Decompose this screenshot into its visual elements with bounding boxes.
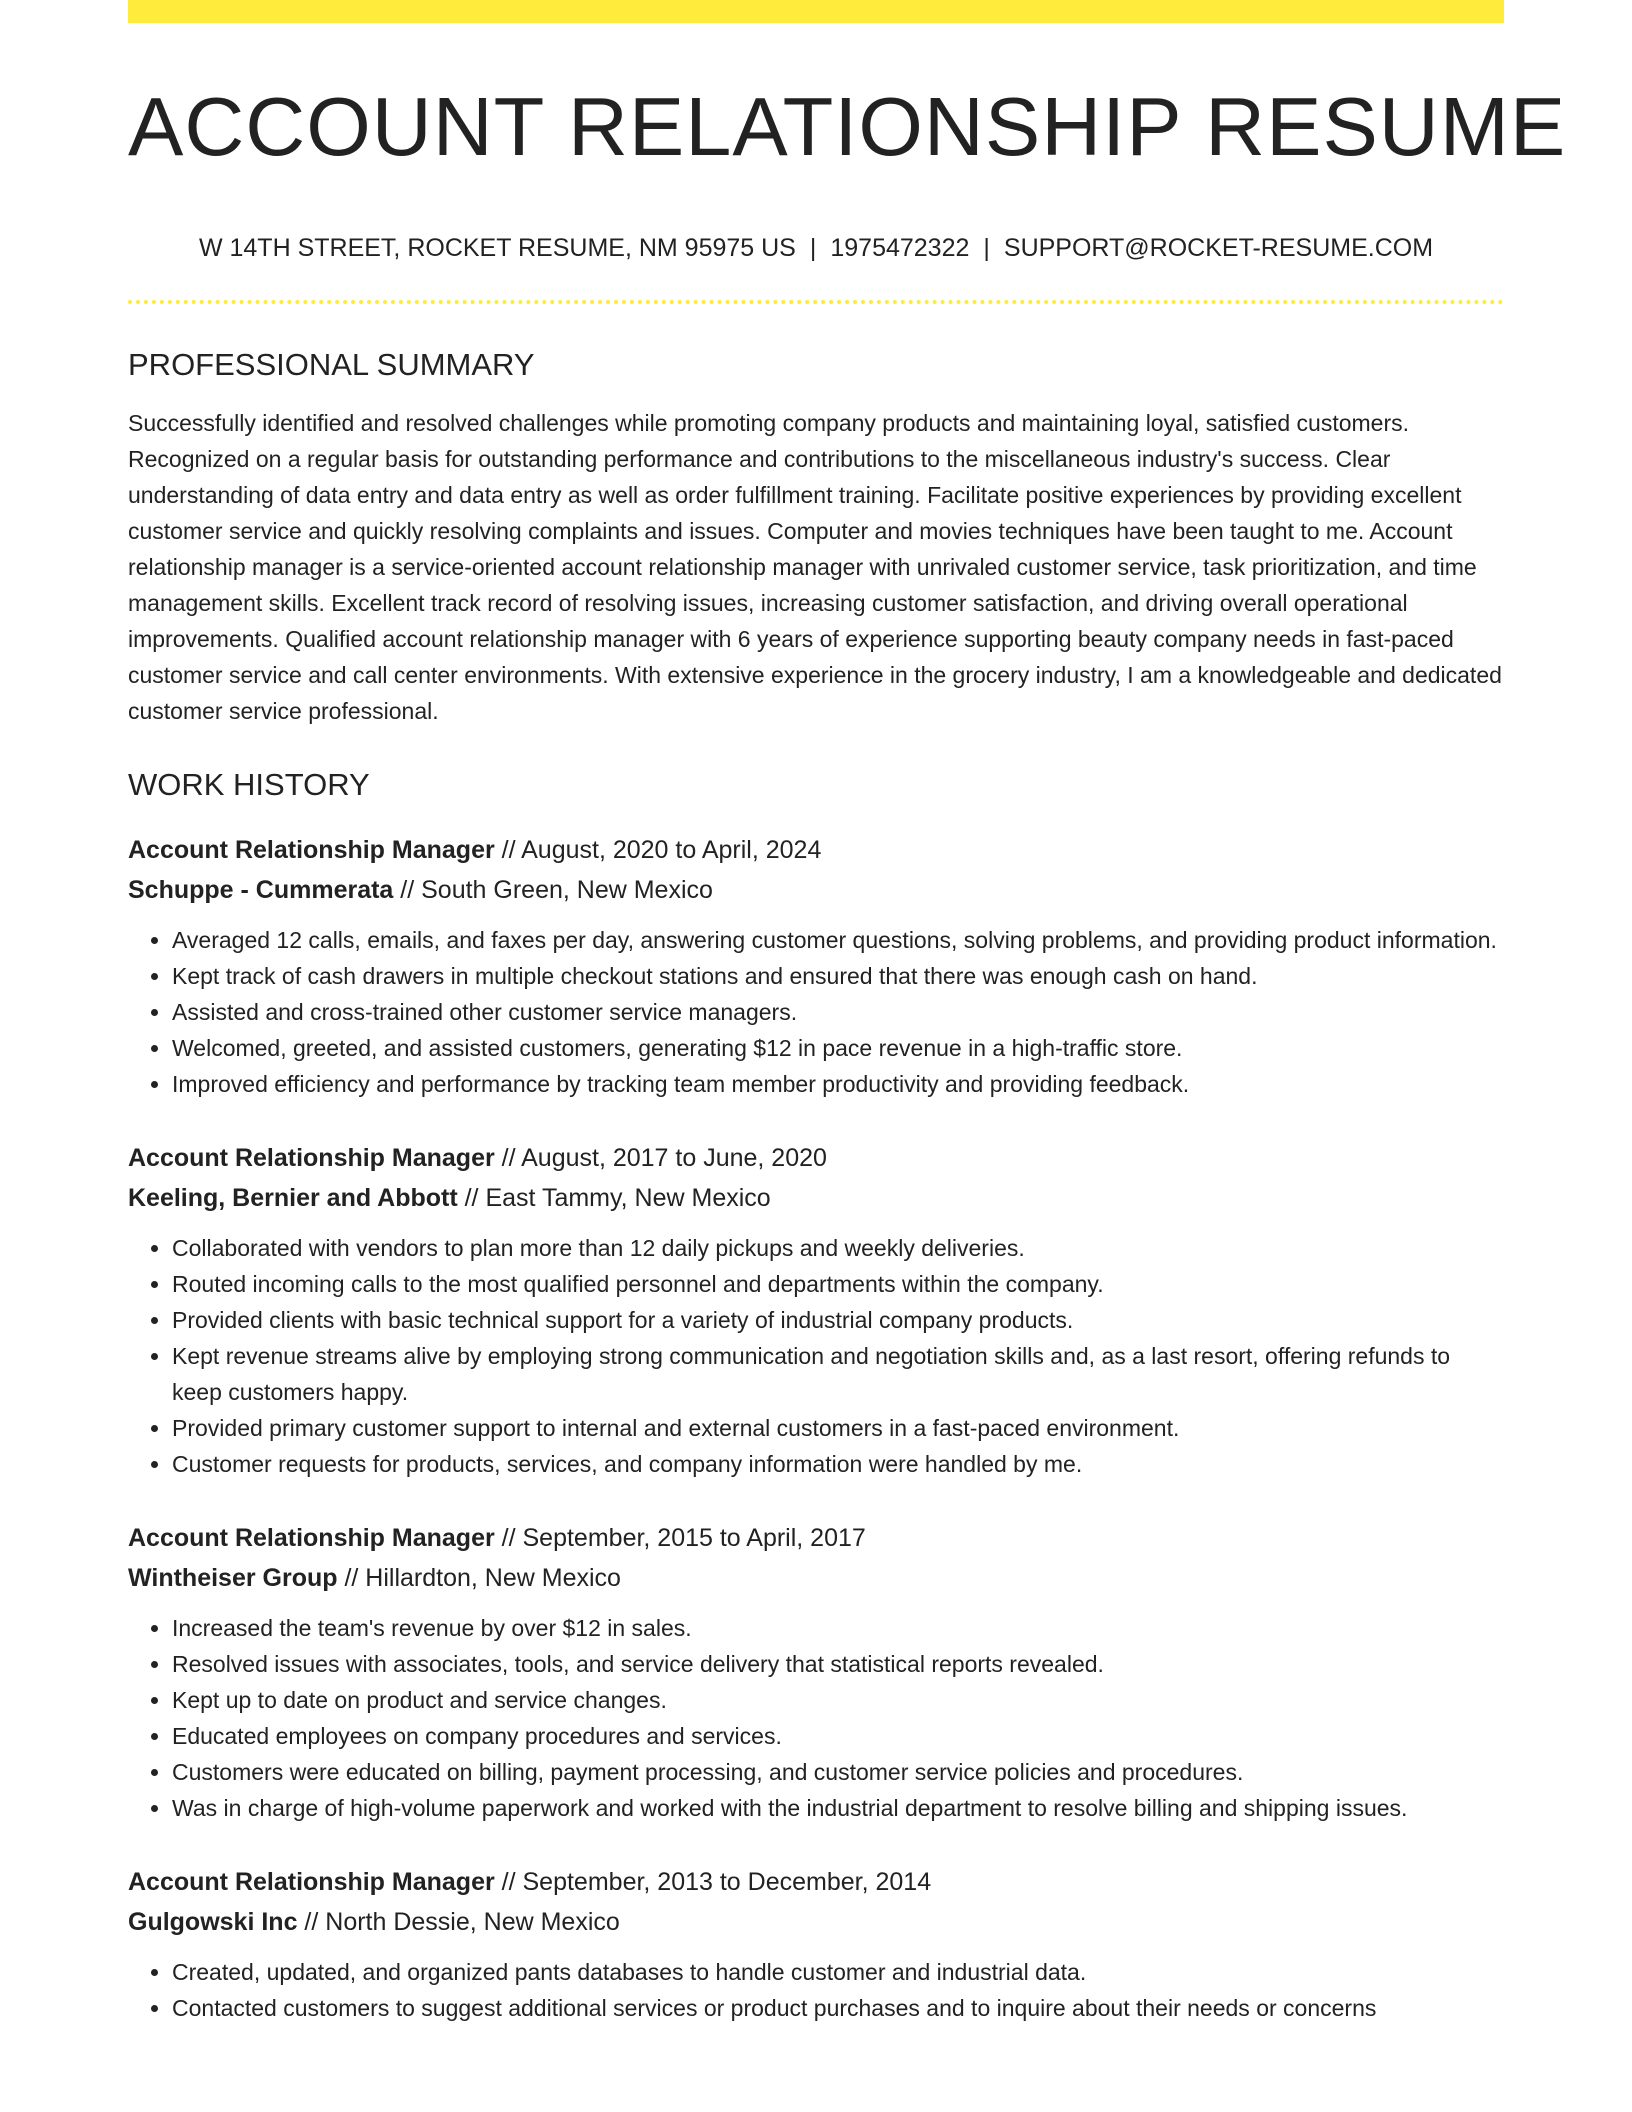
job-location: // North Dessie, New Mexico: [297, 1908, 620, 1936]
job-company: Wintheiser Group: [128, 1564, 338, 1592]
job-bullet: • Kept track of cash drawers in multiple checkout stations and ensured that there was enough cash on hand.: [172, 958, 1504, 994]
job-company-line: [128, 1178, 1504, 1218]
job-entry: [128, 1862, 1504, 2026]
job-dates: // September, 2015 to April, 2017: [494, 1524, 866, 1552]
job-company: Gulgowski Inc: [128, 1908, 298, 1936]
job-bullets: [128, 1954, 1504, 2026]
job-bullet: • Assisted and cross-trained other customer service managers.: [172, 994, 1504, 1030]
job-bullet: • Welcomed, greeted, and assisted customers, generating $12 in pace revenue in a high-traffic store.: [172, 1030, 1504, 1066]
job-bullet: • Provided clients with basic technical support for a variety of industrial company products.: [172, 1302, 1504, 1338]
job-entry: [128, 1138, 1504, 1482]
job-dates: // September, 2013 to December, 2014: [494, 1868, 932, 1896]
job-bullet: • Created, updated, and organized pants databases to handle customer and industrial data.: [172, 1954, 1504, 1990]
job-bullet: • Contacted customers to suggest additional services or product purchases and to inquire about their needs or concerns: [172, 1990, 1504, 2026]
job-role: Account Relationship Manager: [128, 1868, 495, 1896]
summary-heading: PROFESSIONAL SUMMARY: [128, 347, 535, 382]
work-history-heading: WORK HISTORY: [128, 767, 370, 802]
address-text: W 14TH STREET, ROCKET RESUME, NM 95975 US: [198, 234, 796, 262]
job-title-line: [128, 1518, 1504, 1558]
job-role: Account Relationship Manager: [128, 836, 495, 864]
job-bullet: • Resolved issues with associates, tools, and service delivery that statistical reports revealed.: [172, 1646, 1504, 1682]
job-bullet: • Provided primary customer support to internal and external customers in a fast-paced environment.: [172, 1410, 1504, 1446]
job-company: Schuppe - Cummerata: [128, 876, 394, 904]
job-entry: [128, 1518, 1504, 1826]
accent-top-bar: [128, 0, 1504, 23]
job-bullet: • Kept up to date on product and service changes.: [172, 1682, 1504, 1718]
job-bullets: [128, 1230, 1504, 1482]
job-title-line: [128, 1138, 1504, 1178]
job-bullet: • Routed incoming calls to the most qualified personnel and departments within the company.: [172, 1266, 1504, 1302]
job-bullet: • Was in charge of high-volume paperwork and worked with the industrial department to resolve billing and shipping issues.: [172, 1790, 1504, 1826]
job-bullet: • Averaged 12 calls, emails, and faxes per day, answering customer questions, solving problems, and providing product information.: [172, 922, 1504, 958]
job-title-line: [128, 830, 1504, 870]
job-bullet: • Educated employees on company procedures and services.: [172, 1718, 1504, 1754]
job-role: Account Relationship Manager: [128, 1524, 495, 1552]
job-title-line: [128, 1862, 1504, 1902]
job-company-line: [128, 1558, 1504, 1598]
email-link[interactable]: SUPPORT@ROCKET-RESUME.COM: [1003, 234, 1434, 262]
dotted-divider: [128, 300, 1504, 304]
contact-separator: |: [983, 234, 990, 262]
job-bullet: • Improved efficiency and performance by tracking team member productivity and providing feedback.: [172, 1066, 1504, 1102]
job-dates: // August, 2020 to April, 2024: [494, 836, 822, 864]
phone-text: 1975472322: [830, 234, 970, 262]
job-location: // South Green, New Mexico: [393, 876, 713, 904]
job-bullets: [128, 922, 1504, 1102]
job-location: // East Tammy, New Mexico: [457, 1184, 771, 1212]
job-bullet: • Increased the team's revenue by over $12 in sales.: [172, 1610, 1504, 1646]
job-bullet: • Kept revenue streams alive by employing strong communication and negotiation skills and, as a last resort, offering refunds to keep customers happy.: [172, 1338, 1504, 1410]
job-role: Account Relationship Manager: [128, 1144, 495, 1172]
summary-text: Successfully identified and resolved challenges while promoting company products and maintaining loyal, satisfied customers. Recognized on a regular basis for outstanding performance and contributions to the miscellaneous industry's success. Clear understanding of data entry and data entry as well as order fulfillment training. Facilitate positive experiences by providing excellent customer service and quickly resolving complaints and issues. Computer and movies techniques have been taught to me. Account relationship manager is a service-oriented account relationship manager with unrivaled customer service, task prioritization, and time management skills. Excellent track record of resolving issues, increasing customer satisfaction, and driving overall operational improvements. Qualified account relationship manager with 6 years of experience supporting beauty company needs in fast-paced customer service and call center environments. With extensive experience in the grocery industry, I am a knowledgeable and dedicated customer service professional.: [128, 410, 1502, 724]
job-dates: // August, 2017 to June, 2020: [494, 1144, 827, 1172]
resume-title: ACCOUNT RELATIONSHIP RESUME: [128, 80, 1567, 173]
job-location: // Hillardton, New Mexico: [337, 1564, 621, 1592]
job-bullet: • Customer requests for products, services, and company information were handled by me.: [172, 1446, 1504, 1482]
job-company: Keeling, Bernier and Abbott: [128, 1184, 458, 1212]
resume-page: [128, 0, 1567, 2026]
job-entry: [128, 830, 1504, 1102]
job-company-line: [128, 870, 1504, 910]
job-bullet: • Customers were educated on billing, payment processing, and customer service policies and procedures.: [172, 1754, 1504, 1790]
contact-line: [128, 236, 1504, 261]
job-company-line: [128, 1902, 1504, 1942]
work-history-list: [128, 830, 1504, 2026]
job-bullet: • Collaborated with vendors to plan more than 12 daily pickups and weekly deliveries.: [172, 1230, 1504, 1266]
contact-separator: |: [809, 234, 817, 262]
job-bullets: [128, 1610, 1504, 1826]
